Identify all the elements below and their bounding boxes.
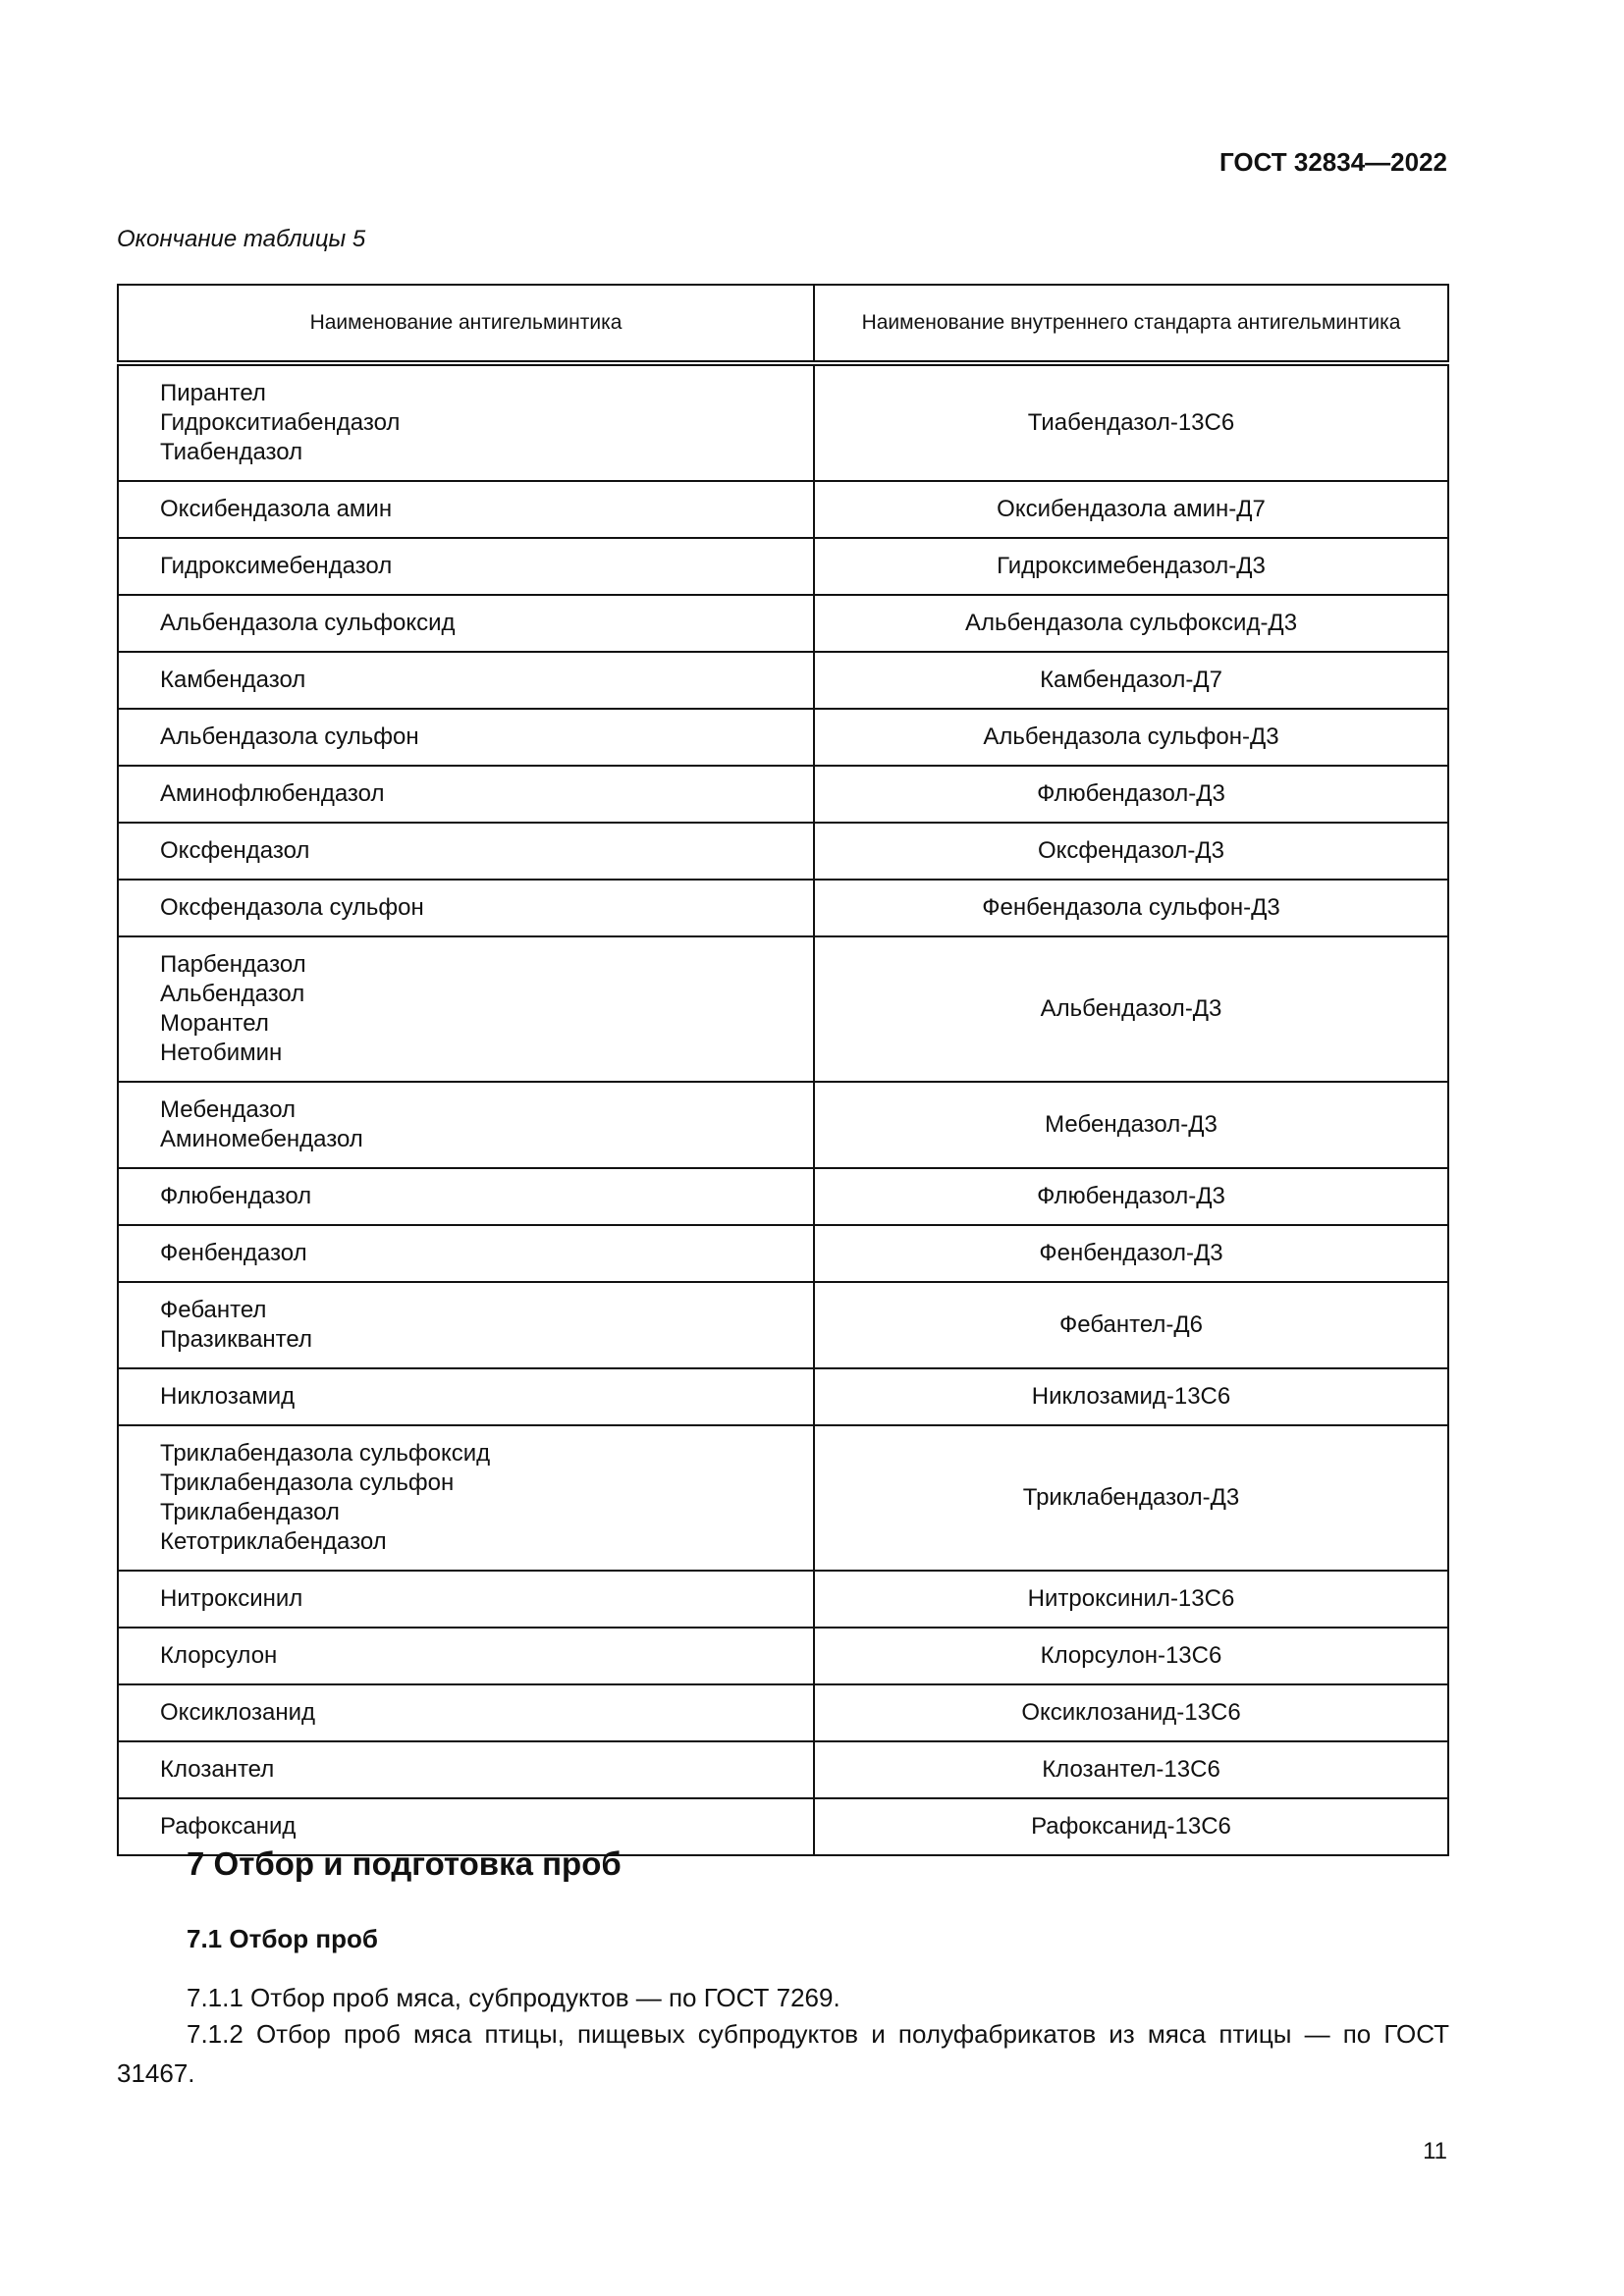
antihelminthic-name: Альбендазола сульфоксид (160, 610, 456, 636)
table-header-row (118, 285, 1448, 363)
internal-standard-cell: Триклабендазол-Д3 (814, 1425, 1448, 1571)
antihelminthic-name: Гидроксимебендазол (160, 553, 393, 579)
antihelminthic-name: Морантел (160, 1010, 269, 1037)
antihelminthic-name: Флюбендазол (160, 1183, 312, 1209)
internal-standard-cell: Гидроксимебендазол-Д3 (814, 538, 1448, 595)
antihelminthic-name: Триклабендазола сульфоксид (160, 1440, 491, 1467)
antihelminthic-cell (118, 936, 814, 1082)
antihelminthic-name: Оксибендазола амин (160, 496, 393, 522)
page-number: 11 (1423, 2138, 1447, 2164)
table-row (118, 1741, 1448, 1798)
document-code: ГОСТ 32834—2022 (1219, 147, 1447, 177)
antihelminthic-cell (118, 1282, 814, 1368)
internal-standard-cell: Мебендазол-Д3 (814, 1082, 1448, 1168)
internal-standard-cell: Фебантел-Д6 (814, 1282, 1448, 1368)
antihelminthic-name: Оксфендазол (160, 837, 310, 864)
antihelminthic-cell (118, 652, 814, 709)
table-row (118, 481, 1448, 538)
internal-standard-cell: Фенбендазола сульфон-Д3 (814, 880, 1448, 936)
antihelminthic-name: Мебендазол (160, 1096, 297, 1123)
antihelminthic-name: Альбендазол (160, 981, 305, 1007)
antihelminthic-name: Парбендазол (160, 951, 306, 978)
antihelminthic-table (117, 284, 1449, 1856)
antihelminthic-cell (118, 481, 814, 538)
antihelminthic-cell (118, 766, 814, 823)
antihelminthic-name: Нитроксинил (160, 1585, 303, 1612)
antihelminthic-name: Альбендазола сульфон (160, 723, 419, 750)
table-row (118, 538, 1448, 595)
internal-standard-cell: Альбендазол-Д3 (814, 936, 1448, 1082)
antihelminthic-cell (118, 709, 814, 766)
internal-standard-cell: Альбендазола сульфон-Д3 (814, 709, 1448, 766)
table-row (118, 1425, 1448, 1571)
antihelminthic-cell (118, 1368, 814, 1425)
internal-standard-cell: Нитроксинил-13С6 (814, 1571, 1448, 1628)
internal-standard-cell: Рафоксанид-13С6 (814, 1798, 1448, 1855)
antihelminthic-name: Аминофлюбендазол (160, 780, 385, 807)
antihelminthic-cell (118, 880, 814, 936)
antihelminthic-cell (118, 1628, 814, 1684)
antihelminthic-cell (118, 1425, 814, 1571)
table-row (118, 709, 1448, 766)
table-row (118, 363, 1448, 481)
table-row (118, 880, 1448, 936)
internal-standard-cell: Оксфендазол-Д3 (814, 823, 1448, 880)
antihelminthic-name: Пирантел (160, 380, 266, 406)
antihelminthic-name: Клозантел (160, 1756, 275, 1783)
antihelminthic-name: Тиабендазол (160, 439, 303, 465)
table-row (118, 1168, 1448, 1225)
antihelminthic-name: Никлозамид (160, 1383, 296, 1410)
internal-standard-cell: Тиабендазол-13С6 (814, 363, 1448, 481)
antihelminthic-name: Триклабендазол (160, 1499, 340, 1525)
antihelminthic-name: Нетобимин (160, 1040, 283, 1066)
internal-standard-cell: Оксибендазола амин-Д7 (814, 481, 1448, 538)
antihelminthic-cell (118, 1741, 814, 1798)
antihelminthic-name: Оксиклозанид (160, 1699, 315, 1726)
table-caption: Окончание таблицы 5 (117, 226, 366, 252)
table-row (118, 1571, 1448, 1628)
antihelminthic-name: Кетотриклабендазол (160, 1528, 387, 1555)
antihelminthic-name: Клорсулон (160, 1642, 278, 1669)
antihelminthic-cell (118, 1225, 814, 1282)
antihelminthic-cell (118, 595, 814, 652)
antihelminthic-cell (118, 1684, 814, 1741)
table-row (118, 766, 1448, 823)
antihelminthic-name: Оксфендазола сульфон (160, 894, 424, 921)
antihelminthic-name: Гидрокситиабендазол (160, 409, 401, 436)
antihelminthic-name: Рафоксанид (160, 1813, 297, 1840)
antihelminthic-cell (118, 1168, 814, 1225)
antihelminthic-name: Празиквантел (160, 1326, 312, 1353)
internal-standard-cell: Альбендазола сульфоксид-Д3 (814, 595, 1448, 652)
table-row (118, 1282, 1448, 1368)
antihelminthic-cell (118, 363, 814, 481)
internal-standard-cell: Фенбендазол-Д3 (814, 1225, 1448, 1282)
internal-standard-cell: Флюбендазол-Д3 (814, 1168, 1448, 1225)
paragraph-7-1-2: 7.1.2 Отбор проб мяса птицы, пищевых субпродуктов и полуфабрикатов из мяса птицы — по ГОСТ 31467. (117, 2019, 1449, 2088)
table-row (118, 823, 1448, 880)
table-body (118, 363, 1448, 1855)
column-header-antihelminthic: Наименование антигельминтика (118, 285, 814, 363)
antihelminthic-cell (118, 1082, 814, 1168)
table-row (118, 1225, 1448, 1282)
table-row (118, 1684, 1448, 1741)
internal-standard-cell: Камбендазол-Д7 (814, 652, 1448, 709)
antihelminthic-cell (118, 538, 814, 595)
paragraph-7-1-1: 7.1.1 Отбор проб мяса, субпродуктов — по ГОСТ 7269. (187, 1983, 840, 2012)
internal-standard-cell: Клозантел-13С6 (814, 1741, 1448, 1798)
table-row (118, 936, 1448, 1082)
antihelminthic-cell (118, 823, 814, 880)
table-row (118, 595, 1448, 652)
table-row (118, 1082, 1448, 1168)
internal-standard-cell: Флюбендазол-Д3 (814, 766, 1448, 823)
internal-standard-cell: Оксиклозанид-13С6 (814, 1684, 1448, 1741)
table-row (118, 1368, 1448, 1425)
antihelminthic-cell (118, 1571, 814, 1628)
column-header-internal-standard: Наименование внутреннего стандарта антигельминтика (814, 285, 1448, 363)
section-heading: 7 Отбор и подготовка проб (187, 1845, 622, 1882)
antihelminthic-name: Аминомебендазол (160, 1126, 363, 1152)
internal-standard-cell: Никлозамид-13С6 (814, 1368, 1448, 1425)
antihelminthic-name: Триклабендазола сульфон (160, 1469, 455, 1496)
antihelminthic-name: Камбендазол (160, 667, 306, 693)
internal-standard-cell: Клорсулон-13С6 (814, 1628, 1448, 1684)
antihelminthic-name: Фебантел (160, 1297, 267, 1323)
antihelminthic-name: Фенбендазол (160, 1240, 307, 1266)
table-row (118, 1628, 1448, 1684)
table-row (118, 652, 1448, 709)
subsection-heading: 7.1 Отбор проб (187, 1924, 378, 1953)
